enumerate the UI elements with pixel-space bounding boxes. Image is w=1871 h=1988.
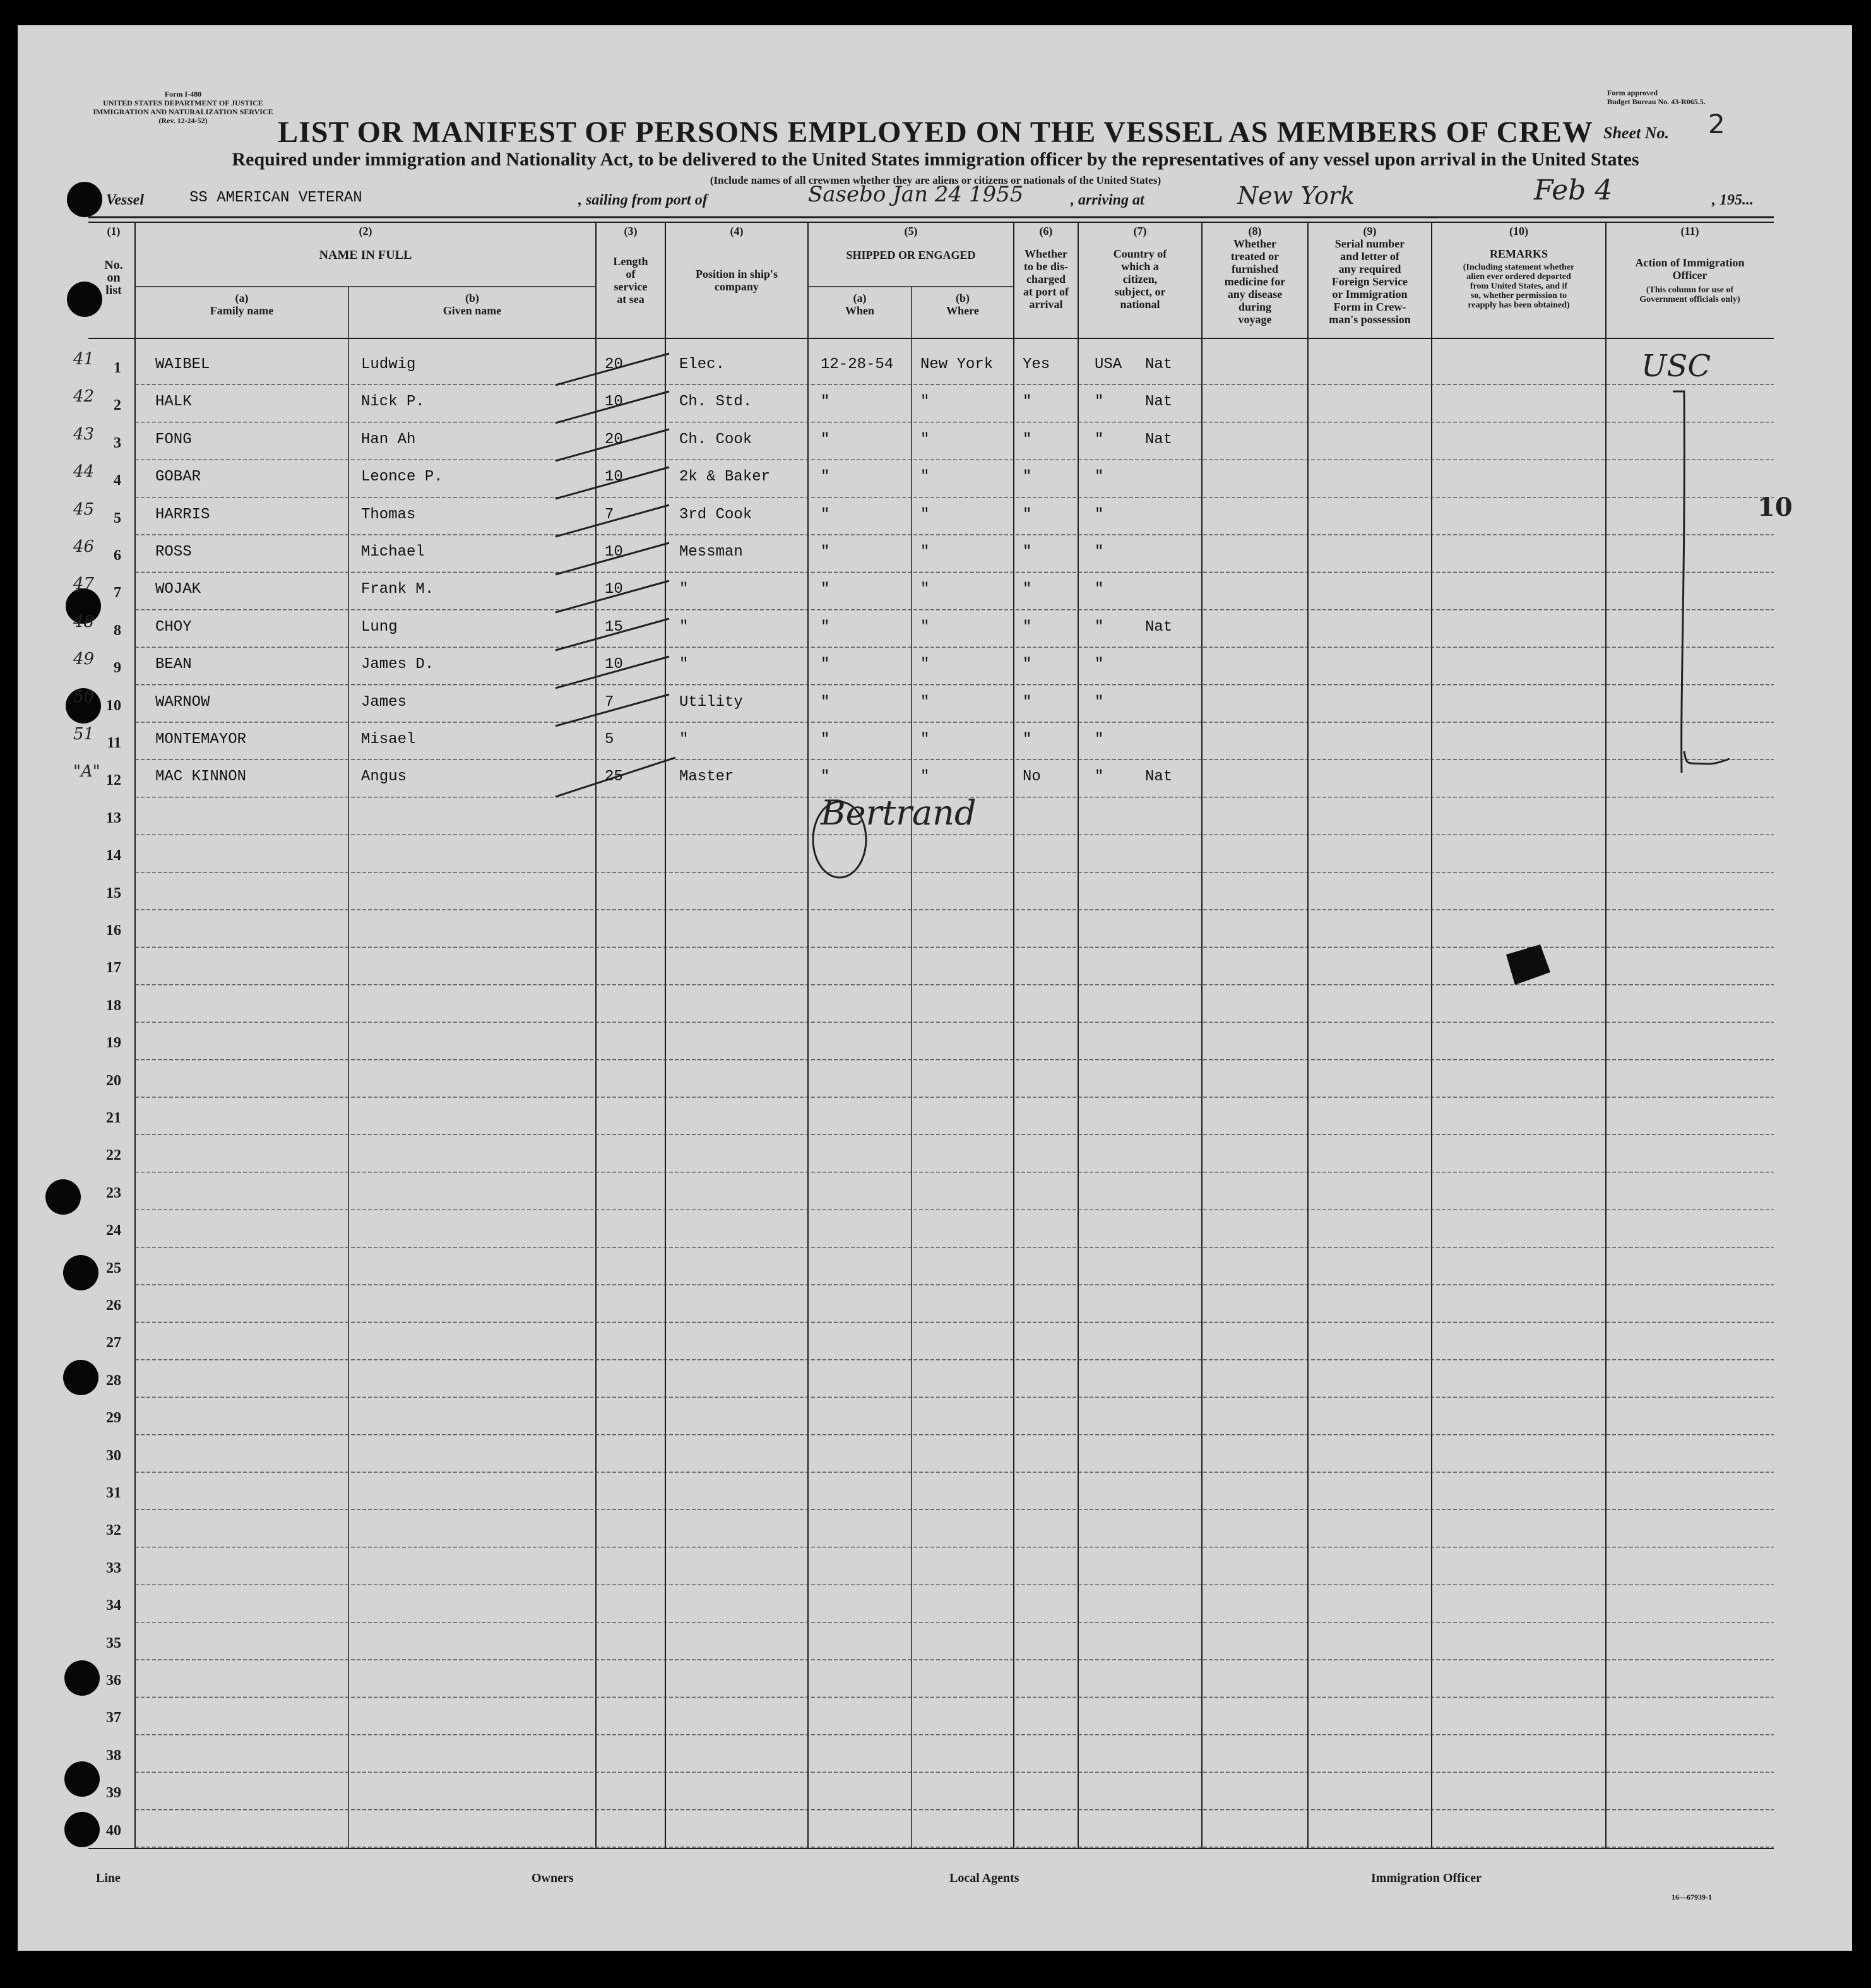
crew-discharge: " (1023, 506, 1032, 523)
row-line-number: 25 (106, 1259, 121, 1277)
crew-family-name: MAC KINNON (155, 768, 247, 786)
row-line-number: 35 (106, 1634, 121, 1652)
original-list-number: 51 (73, 725, 95, 744)
crew-shipped-when: " (821, 618, 830, 636)
officer-action-note: USC (1641, 348, 1711, 384)
crew-country: " (1095, 544, 1104, 561)
row-line-number: 10 (106, 697, 121, 714)
crew-discharge: " (1023, 544, 1032, 561)
crew-position: Ch. Cook (679, 431, 752, 448)
col6-header: Whether to be dis- charged at port of arrival (1023, 247, 1069, 311)
original-list-number: 41 (73, 350, 95, 369)
crew-shipped-when: " (821, 731, 830, 748)
col8-number: (8) (1248, 225, 1262, 237)
row-line-number: 13 (106, 809, 121, 826)
signature: Bertrand (821, 793, 977, 833)
crew-shipped-where: " (920, 693, 930, 711)
sheet-label: Sheet No. (1603, 124, 1669, 142)
col2a-header: (a) Family name (210, 292, 274, 317)
original-list-number: 49 (73, 650, 95, 669)
crew-position: " (679, 581, 689, 598)
crew-position: Messman (679, 544, 743, 561)
crew-country: " (1095, 393, 1104, 411)
col9-number: (9) (1363, 225, 1377, 237)
crew-national-status: Nat (1145, 618, 1173, 636)
col2-number: (2) (359, 225, 372, 237)
row-line-number: 18 (106, 997, 121, 1014)
crew-position: Utility (679, 693, 743, 711)
row-line-number: 36 (106, 1672, 121, 1689)
crew-country: " (1095, 656, 1104, 674)
budget-approval: Form approved Budget Bureau No. 43-R065.5. (1607, 88, 1706, 106)
crew-family-name: ROSS (155, 544, 192, 561)
crew-service-length: 15 (605, 618, 623, 636)
crew-country: " (1095, 731, 1104, 748)
crew-family-name: HARRIS (155, 506, 210, 523)
col5-number: (5) (904, 225, 918, 237)
crew-service-length: 5 (605, 731, 614, 748)
crew-shipped-when: 12-28-54 (821, 356, 894, 373)
crew-country: " (1095, 618, 1104, 636)
form-code: 16—67939-1 (1672, 1893, 1712, 1902)
crew-country: USA (1095, 356, 1122, 373)
form-identifier: Form I-480 UNITED STATES DEPARTMENT OF JUSTICE IMMIGRATION AND NATURALIZATION SERVICE (Rev. 12-24-52) (93, 90, 273, 125)
row-line-number: 20 (106, 1072, 121, 1089)
row-line-number: 33 (106, 1559, 121, 1576)
row-line-number: 2 (114, 397, 121, 414)
row-line-number: 12 (106, 772, 121, 789)
col5-header: SHIPPED OR ENGAGED (846, 249, 976, 261)
col5a-header: (a) When (845, 292, 874, 317)
crew-shipped-where: " (920, 544, 930, 561)
crew-shipped-where: " (920, 768, 930, 786)
crew-shipped-where: " (920, 506, 930, 523)
crew-given-name: Thomas (361, 506, 416, 523)
crew-country: " (1095, 581, 1104, 598)
crew-position: Master (679, 768, 734, 786)
original-list-number: 48 (73, 612, 95, 631)
original-list-number: 45 (73, 499, 95, 519)
crew-given-name: Angus (361, 768, 407, 786)
col4-header: Position in ship's company (695, 268, 778, 293)
crew-country: " (1095, 431, 1104, 448)
original-list-number: 43 (73, 424, 95, 444)
crew-service-length: 10 (605, 393, 623, 411)
col2-header: NAME IN FULL (319, 248, 412, 262)
row-line-number: 29 (106, 1410, 121, 1427)
crew-country: " (1095, 768, 1104, 786)
crew-service-length: 7 (605, 506, 614, 523)
row-line-number: 4 (114, 472, 121, 489)
crew-family-name: WARNOW (155, 693, 210, 711)
crew-discharge: " (1023, 468, 1032, 486)
row-line-number: 16 (106, 922, 121, 939)
row-line-number: 19 (106, 1035, 121, 1052)
footer-officer-label: Immigration Officer (1371, 1871, 1482, 1885)
crew-given-name: Han Ah (361, 431, 416, 448)
row-line-number: 39 (106, 1785, 121, 1802)
crew-shipped-when: " (821, 506, 830, 523)
crew-given-name: James (361, 693, 407, 711)
vessel-label: Vessel (106, 192, 144, 208)
col6-number: (6) (1039, 225, 1053, 237)
row-line-number: 3 (114, 434, 121, 451)
crew-shipped-where: " (920, 731, 930, 748)
col10-note: (Including statement whether alien ever ordered deported from United States, and if so, whether permission to reapply has been obtained) (1463, 263, 1575, 310)
row-line-number: 31 (106, 1485, 121, 1501)
arrival-date: Feb 4 (1534, 174, 1613, 206)
crew-given-name: Ludwig (361, 356, 416, 373)
year-suffix: , 195... (1712, 192, 1754, 208)
vessel-name: SS AMERICAN VETERAN (189, 189, 362, 206)
crew-country: " (1095, 506, 1104, 523)
crew-position: " (679, 656, 689, 674)
crew-position: " (679, 731, 689, 748)
crew-national-status: Nat (1145, 431, 1173, 448)
crew-family-name: CHOY (155, 618, 192, 636)
crew-discharge: " (1023, 431, 1032, 448)
crew-position: Ch. Std. (679, 393, 752, 411)
crew-discharge: " (1023, 731, 1032, 748)
crew-shipped-when: " (821, 656, 830, 674)
crew-discharge: No (1023, 768, 1041, 786)
original-list-number: 46 (73, 537, 95, 556)
crew-country: " (1095, 693, 1104, 711)
row-line-number: 30 (106, 1447, 121, 1464)
row-line-number: 32 (106, 1522, 121, 1539)
side-count: 10 (1757, 492, 1793, 522)
crew-service-length: 10 (605, 544, 623, 561)
col4-number: (4) (730, 225, 744, 237)
crew-shipped-where: " (920, 656, 930, 674)
row-line-number: 37 (106, 1710, 121, 1727)
col3-header: Length of service at sea (613, 255, 648, 306)
crew-national-status: Nat (1145, 393, 1173, 411)
crew-family-name: BEAN (155, 656, 192, 674)
crew-given-name: Lung (361, 618, 398, 636)
crew-discharge: " (1023, 656, 1032, 674)
col1-number: (1) (107, 225, 121, 237)
row-line-number: 38 (106, 1747, 121, 1764)
col11-number: (11) (1680, 225, 1699, 237)
crew-shipped-when: " (821, 768, 830, 786)
row-line-number: 40 (106, 1822, 121, 1839)
crew-shipped-where: New York (920, 356, 994, 373)
crew-shipped-when: " (821, 544, 830, 561)
crew-shipped-where: " (920, 468, 930, 486)
crew-discharge: " (1023, 581, 1032, 598)
crew-shipped-where: " (920, 581, 930, 598)
original-list-number: 42 (73, 387, 95, 407)
original-list-number: "A" (73, 762, 100, 782)
col3-number: (3) (624, 225, 638, 237)
subnote: (Include names of all crewmen whether they are aliens or citizens or nationals of the United States) (710, 174, 1161, 186)
row-line-number: 9 (114, 660, 121, 677)
col11-header: Action of Immigration Officer (1635, 256, 1745, 282)
row-line-number: 22 (106, 1147, 121, 1164)
row-line-number: 11 (107, 735, 121, 751)
crew-family-name: HALK (155, 393, 192, 411)
row-line-number: 26 (106, 1297, 121, 1314)
crew-position: 2k & Baker (679, 468, 771, 486)
crew-service-length: 20 (605, 431, 623, 448)
crew-given-name: Misael (361, 731, 416, 748)
footer-agents-label: Local Agents (949, 1871, 1019, 1885)
crew-national-status: Nat (1145, 768, 1173, 786)
crew-shipped-when: " (821, 581, 830, 598)
crew-country: " (1095, 468, 1104, 486)
crew-given-name: Leonce P. (361, 468, 443, 486)
col1-header: No. on list (104, 258, 123, 297)
crew-service-length: 7 (605, 693, 614, 711)
original-list-number: 44 (73, 462, 95, 482)
crew-discharge: " (1023, 618, 1032, 636)
crew-national-status: Nat (1145, 356, 1173, 373)
page-title: LIST OR MANIFEST OF PERSONS EMPLOYED ON THE VESSEL AS MEMBERS OF CREW (278, 116, 1593, 149)
row-line-number: 14 (106, 847, 121, 864)
crew-shipped-where: " (920, 431, 930, 448)
crew-service-length: 10 (605, 656, 623, 674)
row-line-number: 7 (114, 585, 121, 602)
crew-family-name: WAIBEL (155, 356, 210, 373)
original-list-number: 50 (73, 687, 95, 706)
arriving-label: , arriving at (1071, 192, 1144, 208)
crew-given-name: Frank M. (361, 581, 434, 598)
sailing-from: Sasebo Jan 24 1955 (808, 182, 1024, 207)
row-line-number: 28 (106, 1372, 121, 1389)
col10-header: REMARKS (1489, 247, 1548, 260)
row-line-number: 24 (106, 1222, 121, 1239)
subtitle: Required under immigration and Nationality Act, to be delivered to the United States immigration officer by the representatives of any vessel upon arrival in the United States (232, 149, 1639, 170)
crew-position: Elec. (679, 356, 725, 373)
row-line-number: 1 (114, 360, 121, 376)
crew-service-length: 25 (605, 768, 623, 786)
original-list-number: 47 (73, 574, 95, 594)
crew-discharge: " (1023, 393, 1032, 411)
crew-shipped-where: " (920, 618, 930, 636)
crew-shipped-when: " (821, 431, 830, 448)
crew-family-name: GOBAR (155, 468, 201, 486)
crew-service-length: 10 (605, 468, 623, 486)
crew-position: " (679, 618, 689, 636)
crew-family-name: MONTEMAYOR (155, 731, 247, 748)
col11-note: (This column for use of Government officials only) (1639, 285, 1740, 304)
crew-family-name: WOJAK (155, 581, 201, 598)
row-line-number: 8 (114, 622, 121, 639)
col10-number: (10) (1509, 225, 1528, 237)
crew-discharge: " (1023, 693, 1032, 711)
row-line-number: 6 (114, 547, 121, 564)
arriving-at: New York (1237, 182, 1355, 210)
sheet-number: 2 (1708, 109, 1725, 140)
footer-line-label: Line (96, 1871, 121, 1885)
row-line-number: 23 (106, 1184, 121, 1201)
crew-family-name: FONG (155, 431, 192, 448)
row-line-number: 34 (106, 1597, 121, 1614)
col8-header: Whether treated or furnished medicine for any disease during voyage (1224, 237, 1286, 326)
col5b-header: (b) Where (946, 292, 979, 317)
crew-given-name: James D. (361, 656, 434, 674)
col7-number: (7) (1133, 225, 1147, 237)
crew-service-length: 10 (605, 581, 623, 598)
ink-blot (1506, 944, 1550, 985)
crew-service-length: 20 (605, 356, 623, 373)
col9-header: Serial number and letter of any required Foreign Service or Immigration Form in Crew- man's possession (1329, 237, 1411, 326)
crew-discharge: Yes (1023, 356, 1050, 373)
row-line-number: 17 (106, 960, 121, 977)
crew-given-name: Nick P. (361, 393, 425, 411)
crew-shipped-when: " (821, 393, 830, 411)
footer-owners-label: Owners (532, 1871, 574, 1885)
row-line-number: 5 (114, 509, 121, 527)
col2b-header: (b) Given name (443, 292, 502, 317)
crew-shipped-when: " (821, 693, 830, 711)
col7-header: Country of which a citizen, subject, or national (1113, 247, 1167, 311)
sailing-label: , sailing from port of (578, 192, 708, 208)
row-line-number: 15 (106, 884, 121, 902)
row-line-number: 27 (106, 1335, 121, 1352)
row-line-number: 21 (106, 1110, 121, 1126)
crew-position: 3rd Cook (679, 506, 752, 523)
crew-shipped-where: " (920, 393, 930, 411)
crew-given-name: Michael (361, 544, 425, 561)
crew-shipped-when: " (821, 468, 830, 486)
